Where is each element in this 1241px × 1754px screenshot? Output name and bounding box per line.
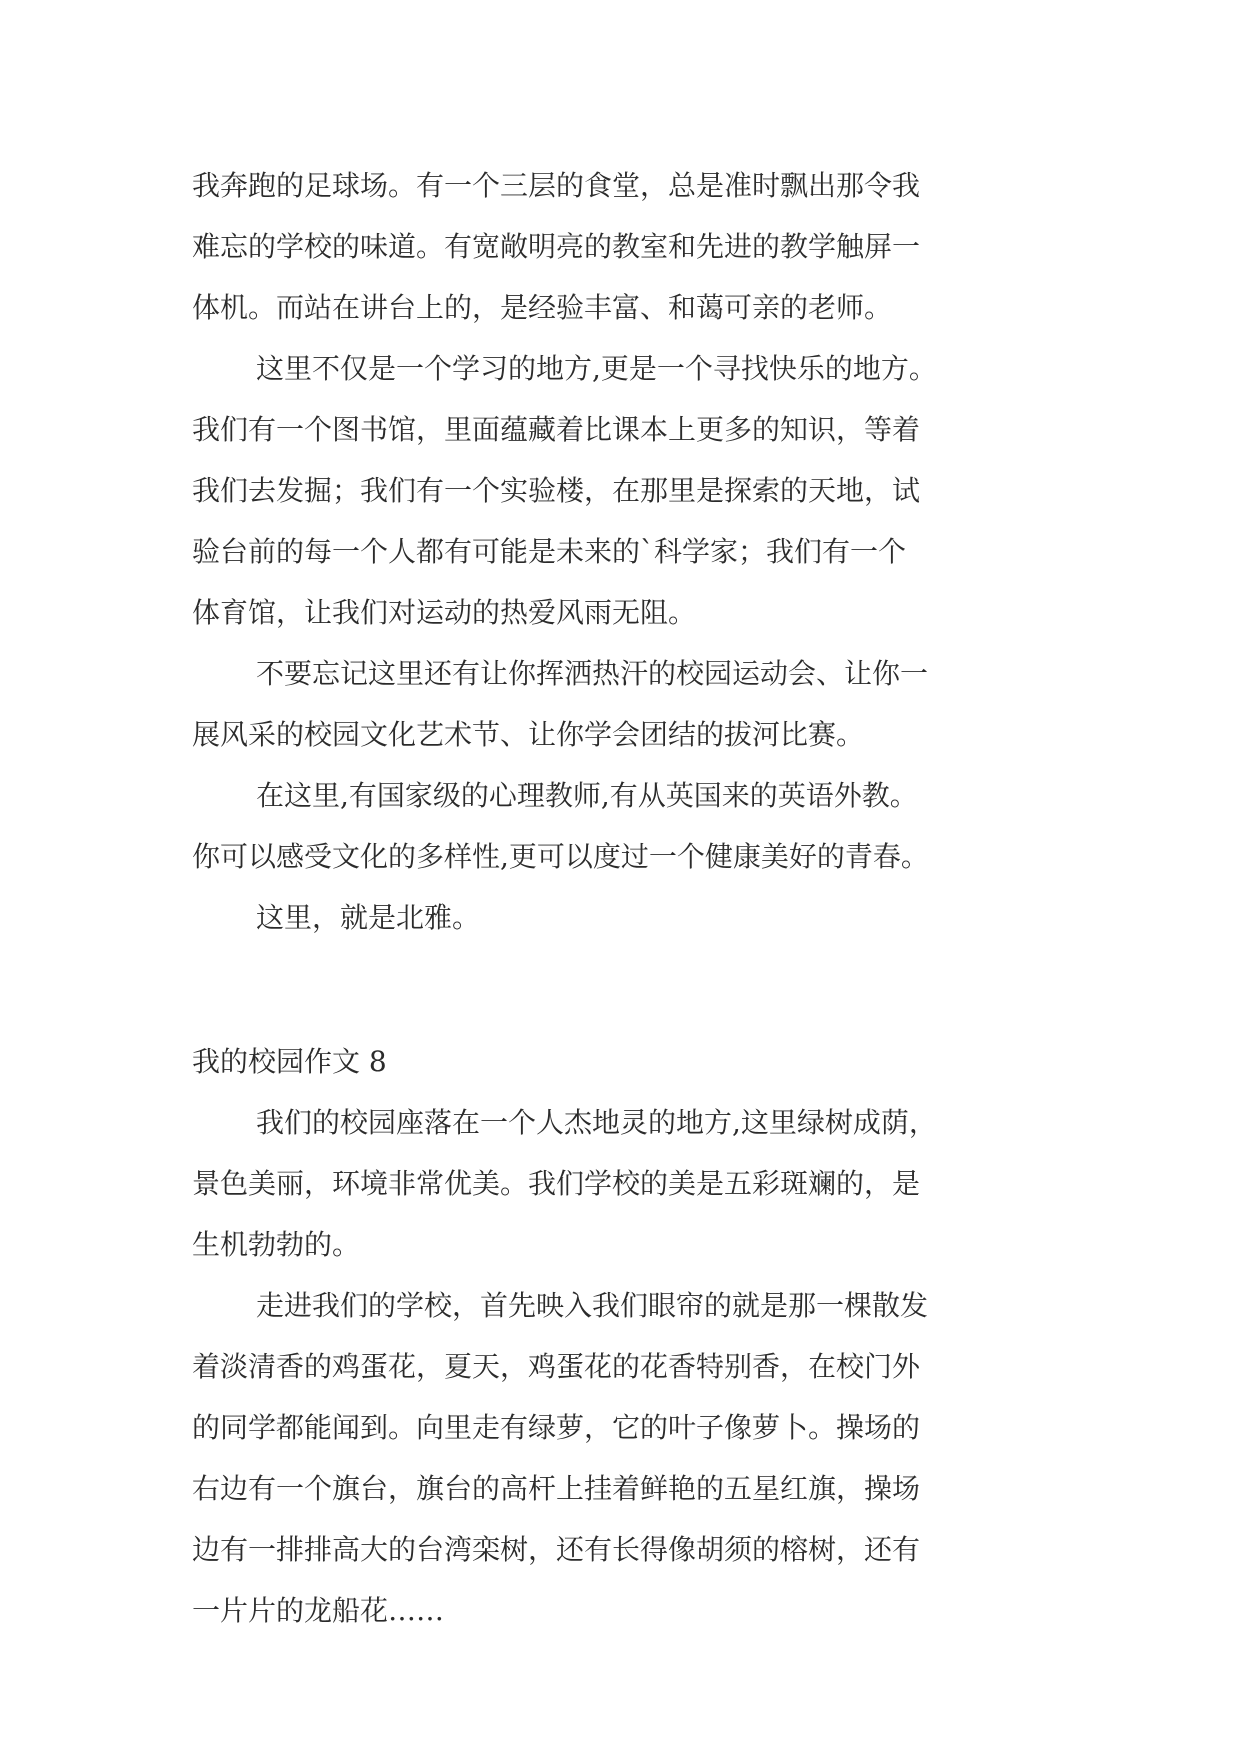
text-line: 验台前的每一个人都有可能是未来的`科学家；我们有一个 bbox=[192, 535, 907, 568]
text-line: 体育馆，让我们对运动的热爱风雨无阻。 bbox=[192, 596, 697, 629]
text-line: 一片片的龙船花…… bbox=[192, 1594, 445, 1627]
text-line: 生机勃勃的。 bbox=[192, 1228, 361, 1261]
text-line: 景色美丽，环境非常优美。我们学校的美是五彩斑斓的，是 bbox=[192, 1167, 921, 1200]
text-line: 右边有一个旗台，旗台的高杆上挂着鲜艳的五星红旗，操场 bbox=[192, 1472, 921, 1505]
text-line: 难忘的学校的味道。有宽敞明亮的教室和先进的教学触屏一 bbox=[192, 230, 921, 263]
section-gap bbox=[192, 948, 1048, 1031]
text-line: 着淡清香的鸡蛋花，夏天，鸡蛋花的花香特别香，在校门外 bbox=[192, 1350, 921, 1383]
text-line: 你可以感受文化的多样性,更可以度过一个健康美好的青春。 bbox=[192, 840, 929, 873]
document-body bbox=[192, 155, 1048, 1641]
section-heading: 我的校园作文 8 bbox=[192, 1045, 387, 1078]
text-line: 边有一排排高大的台湾栾树，还有长得像胡须的榕树，还有 bbox=[192, 1533, 921, 1566]
paragraph-start: 走进我们的学校，首先映入我们眼帘的就是那一棵散发 bbox=[256, 1289, 929, 1322]
text-line: 我们去发掘；我们有一个实验楼，在那里是探索的天地，试 bbox=[192, 474, 921, 507]
paragraph-start: 在这里,有国家级的心理教师,有从英国来的英语外教。 bbox=[256, 779, 918, 812]
paragraph-start: 我们的校园座落在一个人杰地灵的地方,这里绿树成荫， bbox=[256, 1106, 937, 1139]
text-line: 的同学都能闻到。向里走有绿萝，它的叶子像萝卜。操场的 bbox=[192, 1411, 921, 1444]
paragraph-start: 这里不仅是一个学习的地方,更是一个寻找快乐的地方。 bbox=[256, 352, 937, 385]
text-line: 体机。而站在讲台上的，是经验丰富、和蔼可亲的老师。 bbox=[192, 291, 893, 324]
paragraph-start: 不要忘记这里还有让你挥洒热汗的校园运动会、让你一 bbox=[256, 657, 929, 690]
text-line: 我们有一个图书馆，里面蕴藏着比课本上更多的知识，等着 bbox=[192, 413, 921, 446]
text-line: 我奔跑的足球场。有一个三层的食堂，总是准时飘出那令我 bbox=[192, 169, 921, 202]
text-line: 展风采的校园文化艺术节、让你学会团结的拔河比赛。 bbox=[192, 718, 865, 751]
paragraph-start: 这里，就是北雅。 bbox=[256, 901, 481, 934]
